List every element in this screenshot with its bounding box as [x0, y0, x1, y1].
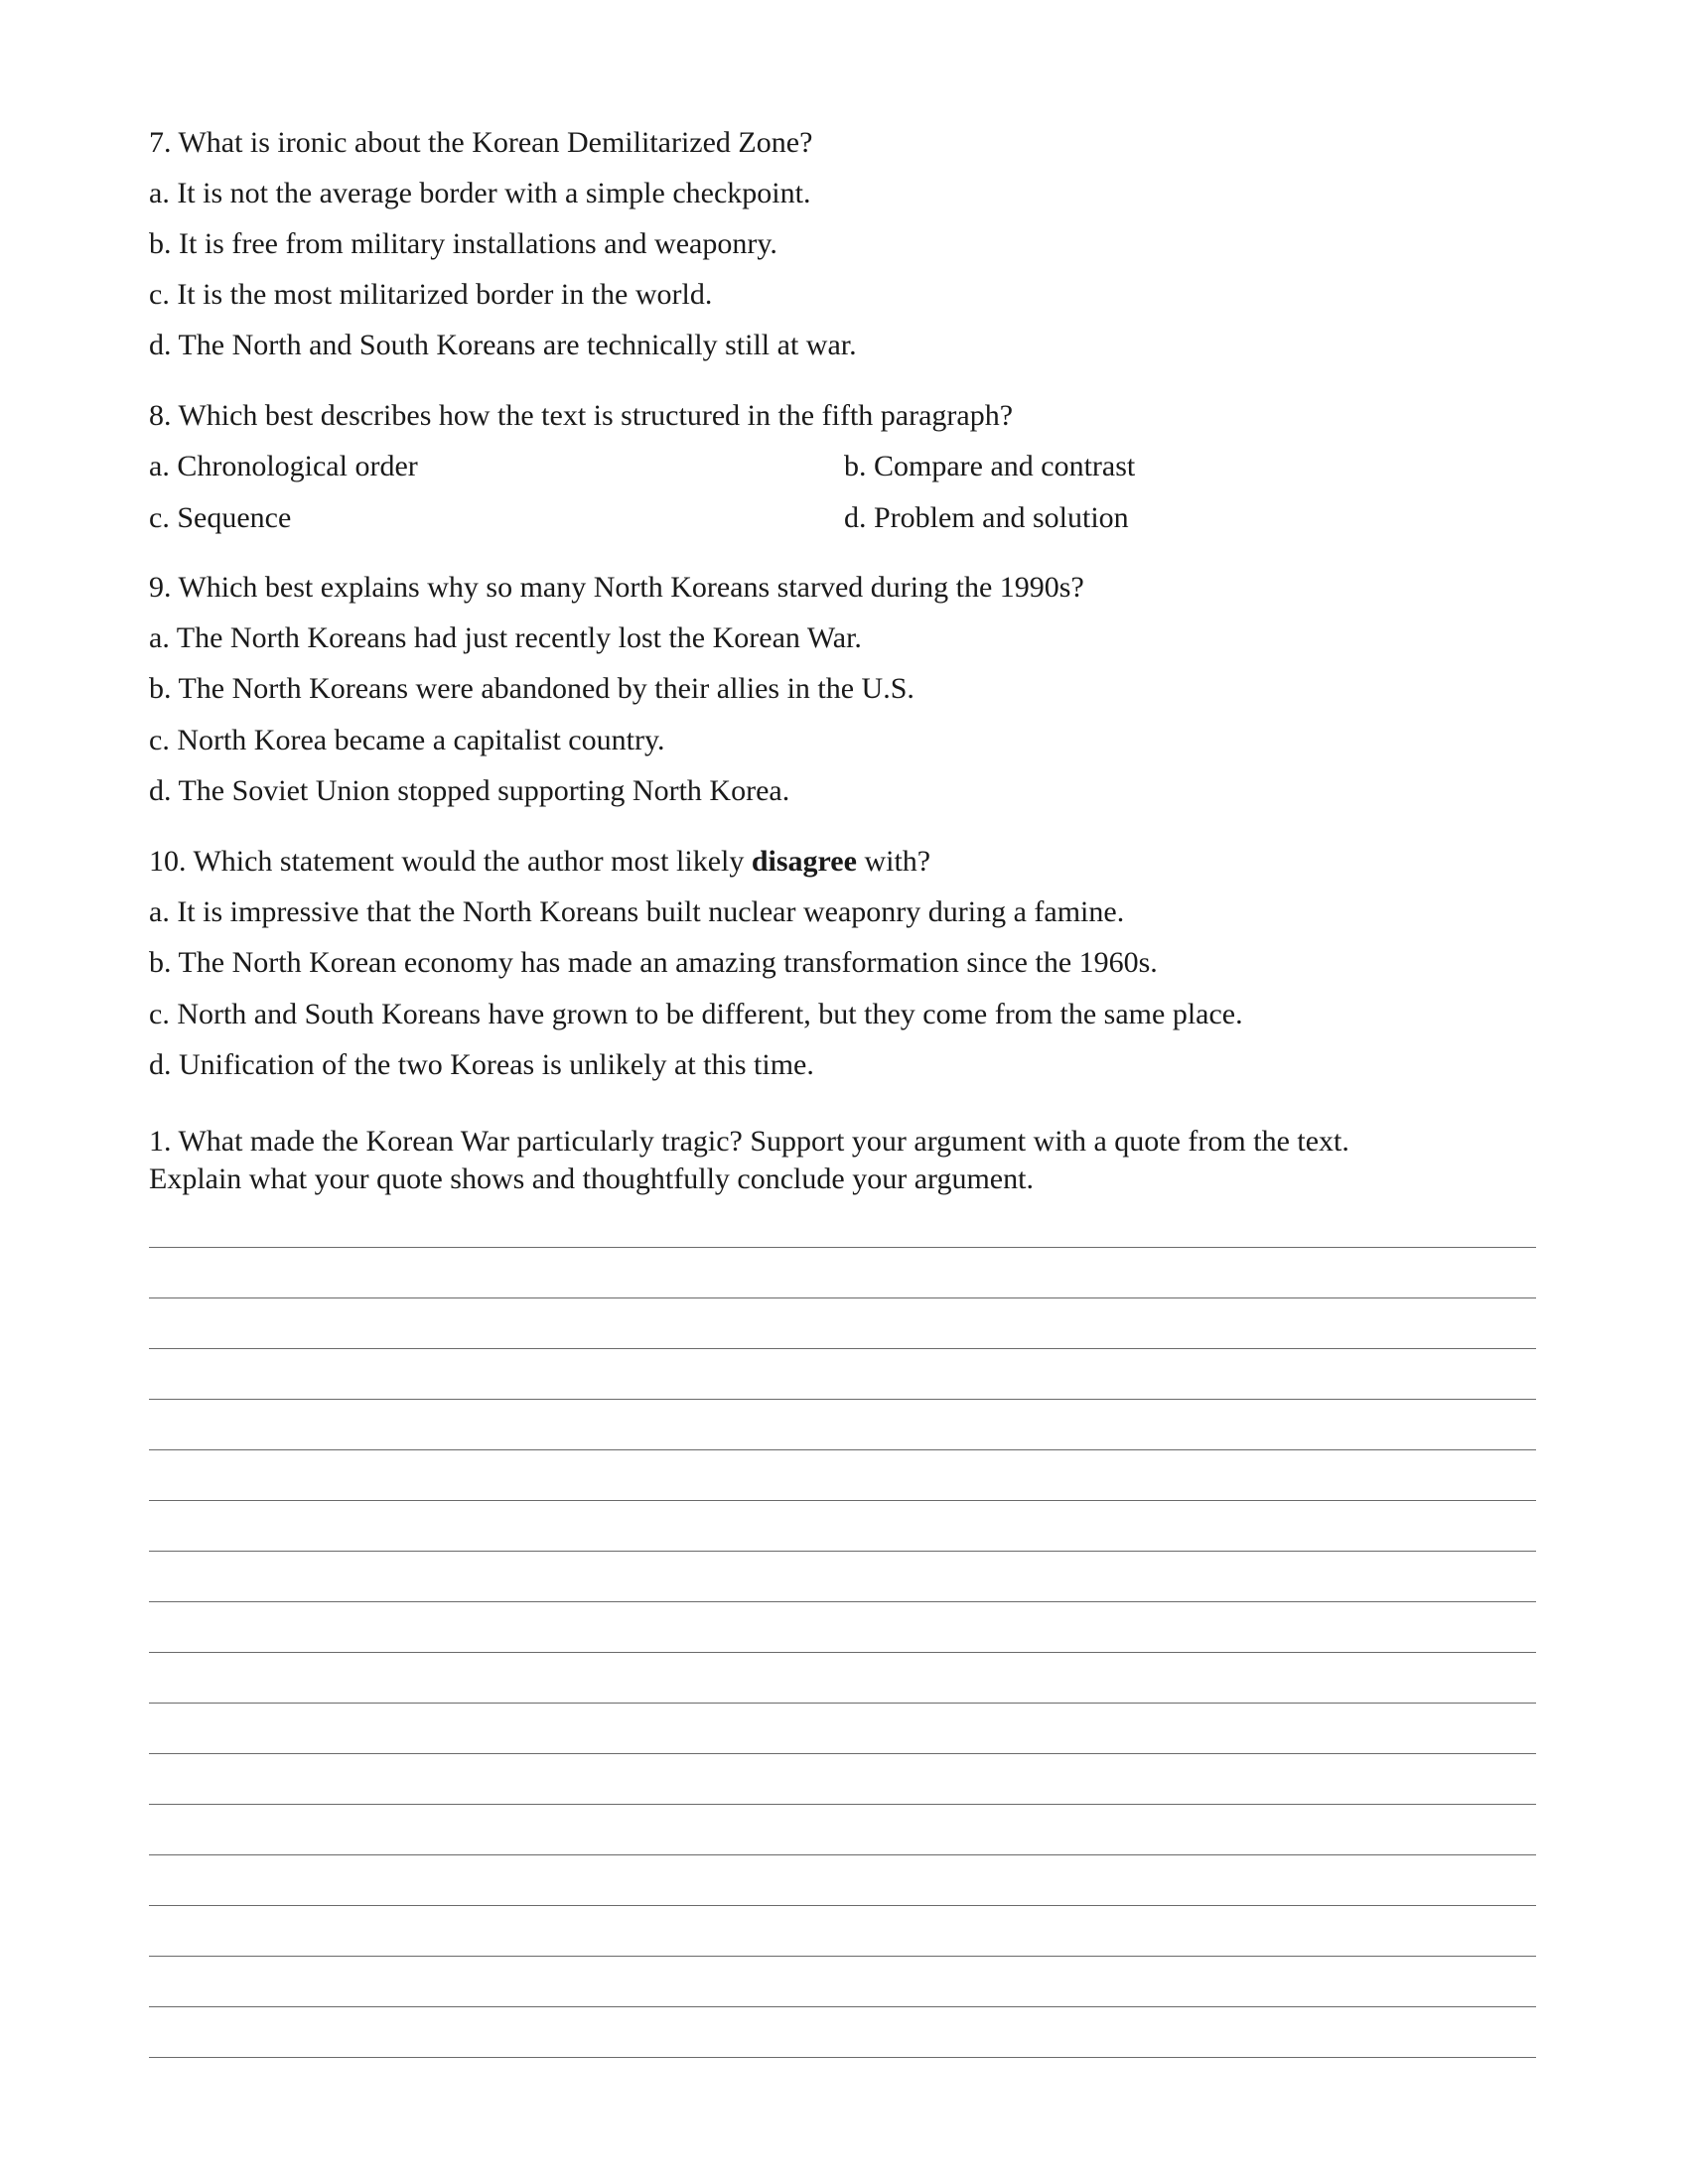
writing-line[interactable]	[149, 1399, 1536, 1400]
writing-line[interactable]	[149, 2057, 1536, 2058]
essay-prompt	[149, 1123, 1539, 1198]
essay-prompt-line-1: 1. What made the Korean War particularly tragic? Support your argument with a quote from the text.	[149, 1125, 1349, 1158]
writing-line[interactable]	[149, 1854, 1536, 1855]
question-9-option-d: d. The Soviet Union stopped supporting North Korea.	[149, 774, 790, 807]
question-10-prompt	[149, 844, 930, 880]
question-8-prompt: 8. Which best describes how the text is structured in the fifth paragraph?	[149, 399, 1014, 432]
question-9-prompt: 9. Which best explains why so many North Koreans starved during the 1990s?	[149, 571, 1084, 604]
writing-line[interactable]	[149, 1601, 1536, 1602]
writing-line[interactable]	[149, 1703, 1536, 1704]
question-10-option-c: c. North and South Koreans have grown to be different, but they come from the same place.	[149, 998, 1243, 1030]
writing-line[interactable]	[149, 2006, 1536, 2007]
question-7-option-d: d. The North and South Koreans are technically still at war.	[149, 329, 857, 361]
question-10-prompt-end: with?	[856, 845, 931, 878]
question-9-option-a: a. The North Koreans had just recently lost the Korean War.	[149, 621, 862, 654]
question-9-option-c: c. North Korea became a capitalist country.	[149, 724, 665, 756]
question-10-option-a: a. It is impressive that the North Koreans built nuclear weaponry during a famine.	[149, 895, 1125, 928]
question-10-option-b: b. The North Korean economy has made an amazing transformation since the 1960s.	[149, 946, 1158, 979]
essay-prompt-line-2: Explain what your quote shows and thoughtfully conclude your argument.	[149, 1162, 1034, 1195]
question-10-prompt-start: 10. Which statement would the author most likely	[149, 845, 752, 878]
writing-line[interactable]	[149, 1652, 1536, 1653]
question-8-option-a: a. Chronological order	[149, 450, 418, 482]
question-7-option-b: b. It is free from military installations and weaponry.	[149, 227, 777, 260]
writing-line[interactable]	[149, 1500, 1536, 1501]
question-8-option-c: c. Sequence	[149, 501, 292, 534]
question-10-prompt-emphasis: disagree	[751, 845, 857, 878]
writing-line[interactable]	[149, 1804, 1536, 1805]
writing-line[interactable]	[149, 1297, 1536, 1298]
writing-line[interactable]	[149, 1449, 1536, 1450]
writing-line[interactable]	[149, 1348, 1536, 1349]
question-8-option-d: d. Problem and solution	[844, 501, 1129, 534]
question-7-option-a: a. It is not the average border with a simple checkpoint.	[149, 177, 811, 209]
writing-line[interactable]	[149, 1247, 1536, 1248]
question-7-option-c: c. It is the most militarized border in the world.	[149, 278, 713, 311]
question-8-option-b: b. Compare and contrast	[844, 450, 1136, 482]
writing-line[interactable]	[149, 1753, 1536, 1754]
question-9-option-b: b. The North Koreans were abandoned by their allies in the U.S.	[149, 672, 914, 705]
question-10-option-d: d. Unification of the two Koreas is unlikely at this time.	[149, 1048, 814, 1081]
question-7-prompt: 7. What is ironic about the Korean Demilitarized Zone?	[149, 126, 813, 159]
writing-line[interactable]	[149, 1551, 1536, 1552]
writing-line[interactable]	[149, 1956, 1536, 1957]
writing-line[interactable]	[149, 1905, 1536, 1906]
